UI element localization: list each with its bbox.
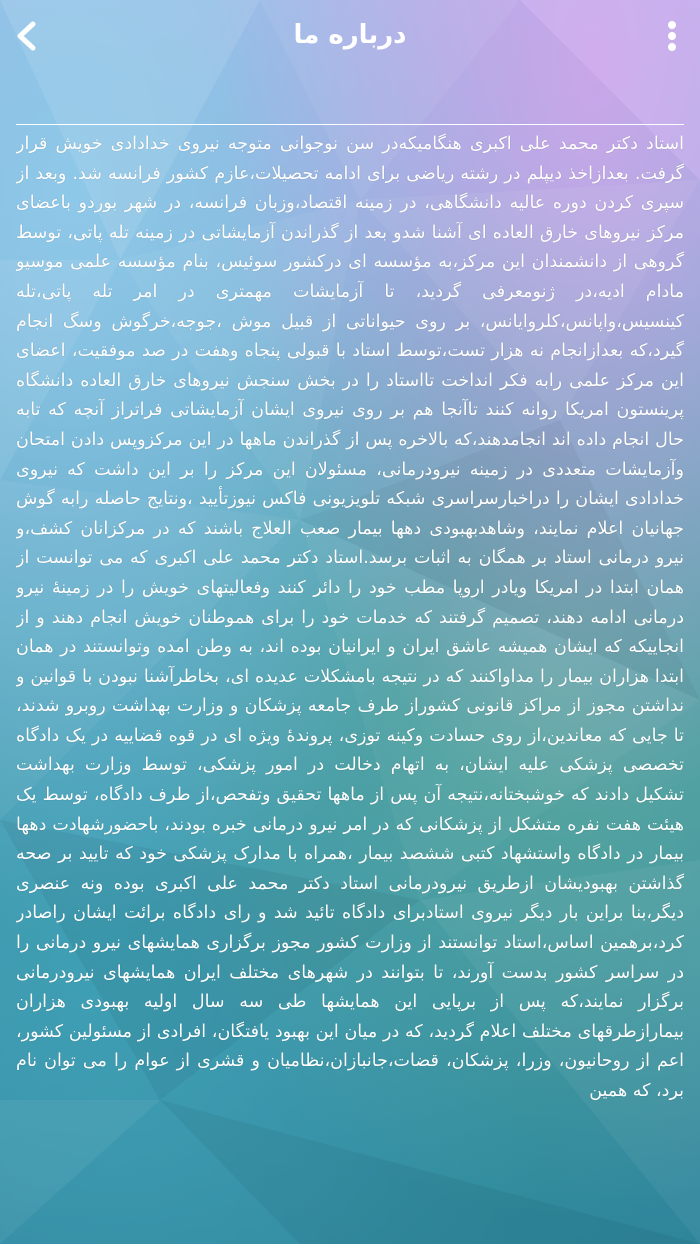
header-divider: [16, 124, 684, 125]
page-title: درباره ما: [293, 20, 407, 50]
about-text: استاد دکتر محمد علی اکبری هنگامیکه‌در سن نوجوانی متوجه نیروی خدادادی خویش قرار گرفت. بعدازاخذ دیپلم در رشته ریاضی برای ادامه تحصیلات،عازم کشور فرانسه شد. وبعد از سپری کردن دوره عالیه دانشگاهی، در زمینه اقتصاد،وزبان فرانسه، در شهر بوردو باعضای مرکز نیروهای خارق العاده ای آشنا شدو بعد از گذراندن آزمایشاتی در زمینه تله پاتی، توسط گروهی از دانشمندان این مرکز،به مؤسسه ای درکشور سوئیس، بنام مؤسسه علمی موسیو مادام ادیه،در ژنومعرفی گردید، تا آزمایشات مهمتری در امر تله پاتی،تله کینسیس،واپانس،کلروایانس، بر روی حیواناتی از قبیل موش ،جوجه،خرگوش وسگ انجام گیرد،که بعدازانجام نه هزار تست،توسط استاد با قبولی پنجاه وهفت در صد موفقیت، اعضای این مرکز علمی رابه فکر انداخت تااستاد را در بخش سنجش نیروهای خارق العاده دانشگاه پرینستون امریکا روانه کنند تاآنجا هم بر روی نیروی ایشان آزمایشاتی فراتراز آنچه که تابه حال انجام داده اند انجامدهند،که بالاخره پس از گذراندن ماهها در این مرکزوپس دادن امتحان وآزمایشات متعددی در زمینه نیرودرمانی، مسئولان این مرکز را بر این داشت که نیروی خدادادی ایشان را دراخبارسراسری شبکه تلویزیونی فاکس نیوزتأیید ،ونتایج حاصله رابه گوش جهانیان اعلام نمایند، وشاهدبهبودی دهها بیمار صعب العلاج باشند که در مرکزانان کشف،و نیرو درمانی استاد بر همگان به اثبات برسد.استاد دکتر محمد علی اکبری که می توانست از همان ابتدا در امریکا ویادر اروپا مطب خود را دائر کنند وفعالیتهای خویش را در زمینهٔ نیرو درمانی ادامه دهند، تصمیم گرفتند که خدمات خود را برای هموطنان خویش انجام دهند و از انجاییکه که ایشان همیشه عاشق ایران و ایرانیان بوده اند، به وطن امده وتوانستند در همان ابتدا هزاران بیمار را مداواکنند که در نتیجه بامشکلات عدیده ای، بخاطرآشنا نبودن با قوانین و نداشتن مجوز از مراکز قانونی کشوراز طرف جامعه پزشکان و وزارت بهداشت روبرو شدند، تا جایی که معاندین،از روی حسادت وکینه توزی، پروندهٔ ویژه ای در قوه قضاییه در یک دادگاه تخصصی پزشکی علیه ایشان، به اتهام دخالت در امور پزشکی، توسط وزارت بهداشت تشکیل دادند که خوشبختانه،نتیجه آن پس از ماهها تحقیق وتفحص،از طرف دادگاه، توسط یک هیئت هفت نفره متشکل از پزشکانی که در امر نیرو درمانی خبره بودند، باحضورشهادت دهها بیمار در دادگاه واستشهاد کتبی ششصد بیمار ،همراه با مدارک پزشکی خود که تایید بر صحه گذاشتن بهبودیشان ازطریق نیرودرمانی استاد دکتر محمد علی اکبری بوده ونه عنصری دیگر،بنا براین بار دیگر نیروی استادبرای دادگاه تائید شد و رای دادگاه برائت ایشان راصادر کرد،برهمین اساس،استاد توانستند از وزارت کشور مجوز برگزاری همایشهای نیرو درمانی را در سراسر کشور بدست آورند، تا بتوانند در شهرهای مختلف ایران همایشهای نیرودرمانی برگزار نمایند،که پس از برپایی این همایشها طی سه سال اولیه بهبودی هزاران بیمارازطرقهای مختلف اعلام گردید، که در میان این بهبود یافتگان، افرادی از مسئولین کشور، اعم از روحانیون، وزرا، پزشکان، قضات،جانبازان،نظامیان و قشری از عوام را می توان نام برد، که همین: [16, 134, 684, 1101]
app-bar: [0, 0, 700, 84]
more-vert-icon: [667, 20, 677, 52]
overflow-menu-button[interactable]: [660, 16, 684, 56]
